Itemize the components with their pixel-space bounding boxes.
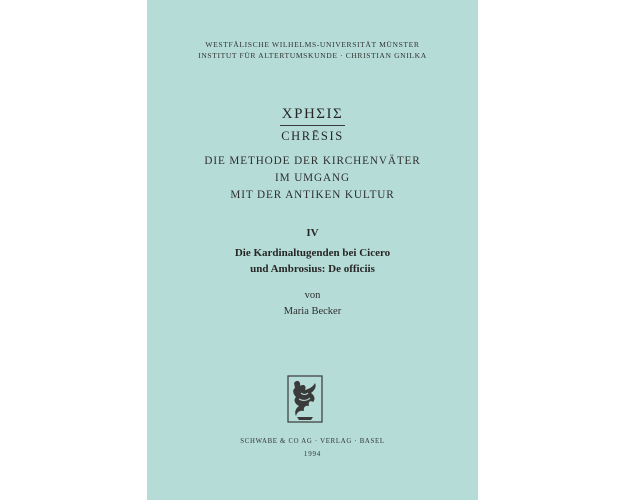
institution-line-2: INSTITUT FÜR ALTERTUMSKUNDE · CHRISTIAN GNILKA — [198, 51, 427, 60]
publisher: SCHWABE & CO AG · VERLAG · BASEL — [240, 438, 385, 445]
book-cover — [147, 0, 478, 500]
greek-title: ΧΡΗΣΙΣ — [281, 106, 344, 122]
institution-line-1: WESTFÄLISCHE WILHELMS-UNIVERSITÄT MÜNSTER — [205, 40, 420, 49]
book-title-line-1: Die Kardinaltugenden bei Cicero — [234, 247, 391, 259]
by-line: von — [304, 290, 321, 301]
latin-title: CHRĒSIS — [281, 129, 344, 143]
publication-year: 1994 — [303, 450, 322, 458]
book-title-line-2: und Ambrosius: De officiis — [250, 263, 375, 275]
author-name: Maria Becker — [283, 306, 342, 317]
volume-number: IV — [306, 227, 319, 239]
title-rule — [280, 125, 345, 126]
subtitle-line-2: IM UMGANG — [275, 172, 350, 184]
subtitle-line-3: MIT DER ANTIKEN KULTUR — [230, 189, 395, 201]
publisher-mark-icon — [287, 375, 323, 423]
subtitle-line-1: DIE METHODE DER KIRCHENVÄTER — [204, 155, 421, 167]
